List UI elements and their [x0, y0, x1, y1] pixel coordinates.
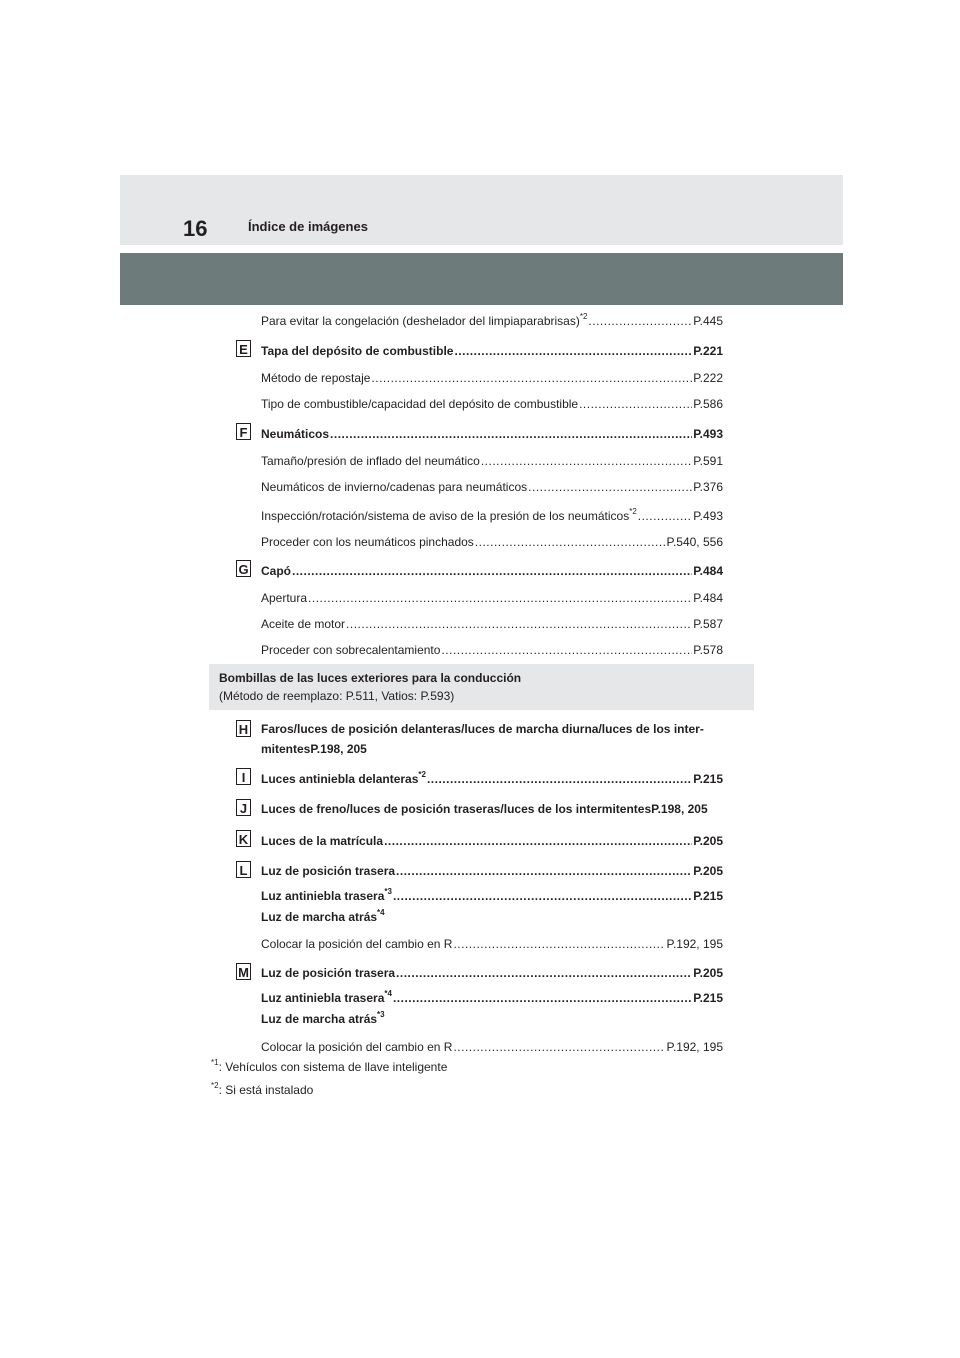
footnote-ref: *2 — [579, 312, 588, 321]
dot-leader — [346, 617, 692, 631]
dot-leader — [453, 1040, 665, 1054]
entry-label: Luz de posición trasera — [261, 966, 396, 980]
footnote-1: $^{*1}$: Vehículos con sistema de llave inteligente — [211, 1058, 448, 1074]
entry-label: Proceder con los neumáticos pinchados — [261, 535, 474, 549]
entry-page: P.192, 195 — [666, 937, 723, 951]
entry-label: Proceder con sobrecalentamiento — [261, 643, 441, 657]
entry-page: P.205 — [693, 834, 723, 848]
dot-leader — [454, 344, 692, 358]
index-entry — [261, 340, 723, 358]
entry-label: Aceite de motor — [261, 617, 346, 631]
brake-lights-entry: Luces de freno/luces de posición traseras/luces de los intermitentesP.198, 205 — [261, 802, 708, 816]
index-entry — [261, 476, 723, 494]
entry-page: P.587 — [693, 617, 723, 631]
index-entry — [261, 613, 723, 631]
callout-marker-j: J — [236, 799, 251, 816]
entry-label: Tamaño/presión de inflado del neumático — [261, 454, 480, 468]
headlights-entry-line2: mitentesP.198, 205 — [261, 742, 367, 756]
index-entry — [261, 860, 723, 878]
entry-label: Neumáticos de invierno/cadenas para neumáticos — [261, 480, 528, 494]
dot-leader — [528, 480, 692, 494]
entry-label: Colocar la posición del cambio en R — [261, 937, 453, 951]
entry-label: Luces de la matrícula — [261, 834, 384, 848]
dot-leader — [371, 371, 692, 385]
bulbs-heading-title: Bombillas de las luces exteriores para la conducción — [219, 671, 522, 685]
dot-leader — [638, 509, 692, 523]
entry-page: P.215 — [693, 889, 723, 903]
footnote-ref: *2 — [418, 770, 426, 779]
entry-page: P.205 — [693, 864, 723, 878]
page-number: 16 — [183, 216, 208, 241]
reverse-light-entry: Luz de marcha atrás$^{*3}$ — [261, 1010, 385, 1026]
index-entry — [261, 639, 723, 657]
dot-leader — [427, 772, 692, 786]
entry-page: P.484 — [693, 564, 723, 578]
index-entry — [261, 423, 723, 441]
entry-label: Tapa del depósito de combustible — [261, 344, 454, 358]
entry-label: Luz antiniebla trasera$^{*4}$ — [261, 989, 392, 1005]
footnote-2: $^{*2}$: Si está instalado — [211, 1081, 314, 1097]
index-entry — [261, 885, 723, 903]
callout-marker-k: K — [236, 830, 251, 847]
footnote-ref: *3 — [384, 887, 392, 896]
entry-label: Inspección/rotación/sistema de aviso de la presión de los neumáticos$^{*2}$ — [261, 507, 637, 523]
dot-leader — [330, 427, 692, 441]
index-entry — [261, 1036, 723, 1054]
index-entry — [261, 450, 723, 468]
entry-page: P.540, 556 — [666, 535, 723, 549]
dot-leader — [579, 397, 692, 411]
dot-leader — [588, 314, 692, 328]
callout-marker-l: L — [236, 861, 251, 878]
reverse-light-entry: Luz de marcha atrás$^{*4}$ — [261, 908, 385, 924]
entry-page: P.578 — [693, 643, 723, 657]
index-entry — [261, 587, 723, 605]
entry-label: Para evitar la congelación (deshelador del limpiaparabrisas)$^{*2}$ — [261, 312, 588, 328]
index-entry — [261, 962, 723, 980]
entry-page: P.376 — [693, 480, 723, 494]
entry-page: P.222 — [693, 371, 723, 385]
entry-page: P.221 — [693, 344, 723, 358]
dot-leader — [481, 454, 692, 468]
dot-leader — [393, 991, 692, 1005]
entry-page: P.205 — [693, 966, 723, 980]
callout-marker-m: M — [236, 963, 251, 980]
index-entry — [261, 987, 723, 1005]
entry-page: P.215 — [693, 772, 723, 786]
section-title: Índice de imágenes — [248, 219, 368, 234]
dot-leader — [441, 643, 692, 657]
index-entry — [261, 830, 723, 848]
entry-page: P.591 — [693, 454, 723, 468]
entry-label: Tipo de combustible/capacidad del depósito de combustible — [261, 397, 579, 411]
entry-page: P.445 — [693, 314, 723, 328]
entry-label: Capó — [261, 564, 291, 578]
entry-page: P.493 — [693, 427, 723, 441]
dot-leader — [475, 535, 666, 549]
dot-leader — [396, 864, 692, 878]
index-entry — [261, 310, 723, 328]
index-entry — [261, 393, 723, 411]
entry-page: P.215 — [693, 991, 723, 1005]
dot-leader — [384, 834, 692, 848]
entry-label: Neumáticos — [261, 427, 330, 441]
entry-page: P.192, 195 — [666, 1040, 723, 1054]
callout-marker-f: F — [236, 423, 251, 440]
callout-marker-h: H — [236, 720, 251, 737]
callout-marker-g: G — [236, 560, 251, 577]
entry-label: Colocar la posición del cambio en R — [261, 1040, 453, 1054]
dot-leader — [292, 564, 692, 578]
dot-leader — [308, 591, 692, 605]
entry-page: P.493 — [693, 509, 723, 523]
entry-label: Luz antiniebla trasera$^{*3}$ — [261, 887, 392, 903]
footnote-ref: *2 — [629, 507, 637, 516]
dot-leader — [453, 937, 665, 951]
callout-marker-i: I — [236, 768, 251, 785]
index-entry — [261, 768, 723, 786]
index-entry — [261, 933, 723, 951]
entry-label: Luces antiniebla delanteras$^{*2}$ — [261, 770, 426, 786]
callout-marker-e: E — [236, 340, 251, 357]
index-entry — [261, 560, 723, 578]
footnote-ref: *4 — [377, 908, 385, 917]
index-entry — [261, 505, 723, 523]
entry-label: Método de repostaje — [261, 371, 371, 385]
footnote-ref: *4 — [384, 989, 392, 998]
index-entry — [261, 531, 723, 549]
dot-leader — [396, 966, 692, 980]
entry-label: Apertura — [261, 591, 308, 605]
headlights-entry-line1: Faros/luces de posición delanteras/luces de marcha diurna/luces de los inter- — [261, 722, 704, 736]
bulbs-heading-subtitle: (Método de reemplazo: P.511, Vatios: P.593) — [219, 689, 455, 703]
index-entry — [261, 367, 723, 385]
entry-page: P.586 — [693, 397, 723, 411]
entry-page: P.484 — [693, 591, 723, 605]
dot-leader — [393, 889, 692, 903]
entry-label: Luz de posición trasera — [261, 864, 396, 878]
footnote-ref: *3 — [377, 1010, 385, 1019]
